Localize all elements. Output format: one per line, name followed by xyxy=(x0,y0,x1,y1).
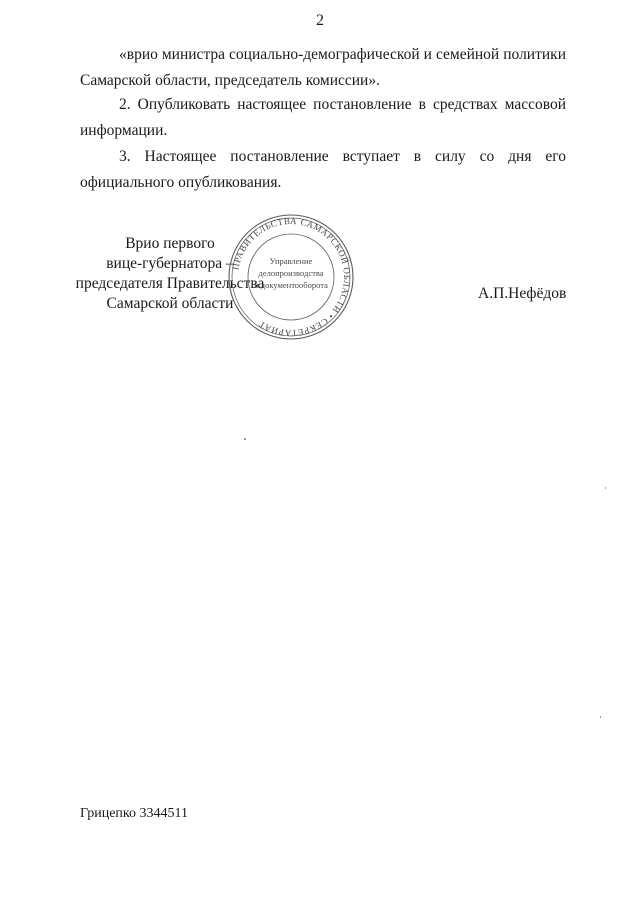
scan-speck xyxy=(605,487,606,489)
signer-position-line: председателя Правительства xyxy=(75,275,265,292)
executor-info: Грицепко 3344511 xyxy=(80,806,188,821)
paragraph-effective-clause: 3. Настоящее постановление вступает в силу со дня его официального опубликования. xyxy=(80,148,566,191)
stamp-inner-line: и документооборота xyxy=(254,280,328,290)
signatory-name: А.П.Нефёдов xyxy=(478,285,567,302)
paragraph-amendment-text: «врио министра социально-демографической и семейной политики Самарской области, председатель комиссии». xyxy=(80,46,566,89)
scan-speck xyxy=(600,716,601,718)
paragraph-publish-clause: 2. Опубликовать настоящее постановление в средствах массовой информации. xyxy=(80,96,566,139)
signer-position-line: Врио первого xyxy=(125,235,215,252)
stamp-outer-text: ПРАВИТЕЛЬСТВА САМАРСКОЙ ОБЛАСТИ • СЕКРЕТАРИАТ xyxy=(230,215,353,339)
page-number: 2 xyxy=(316,12,324,29)
scan-speck xyxy=(244,438,246,440)
official-stamp xyxy=(226,212,356,342)
signer-position-line: вице-губернатора – xyxy=(106,255,234,272)
signer-position-line: Самарской области xyxy=(106,295,234,312)
stamp-inner-line: Управление xyxy=(269,256,313,266)
stamp-inner-line: делопроизводства xyxy=(258,268,324,278)
